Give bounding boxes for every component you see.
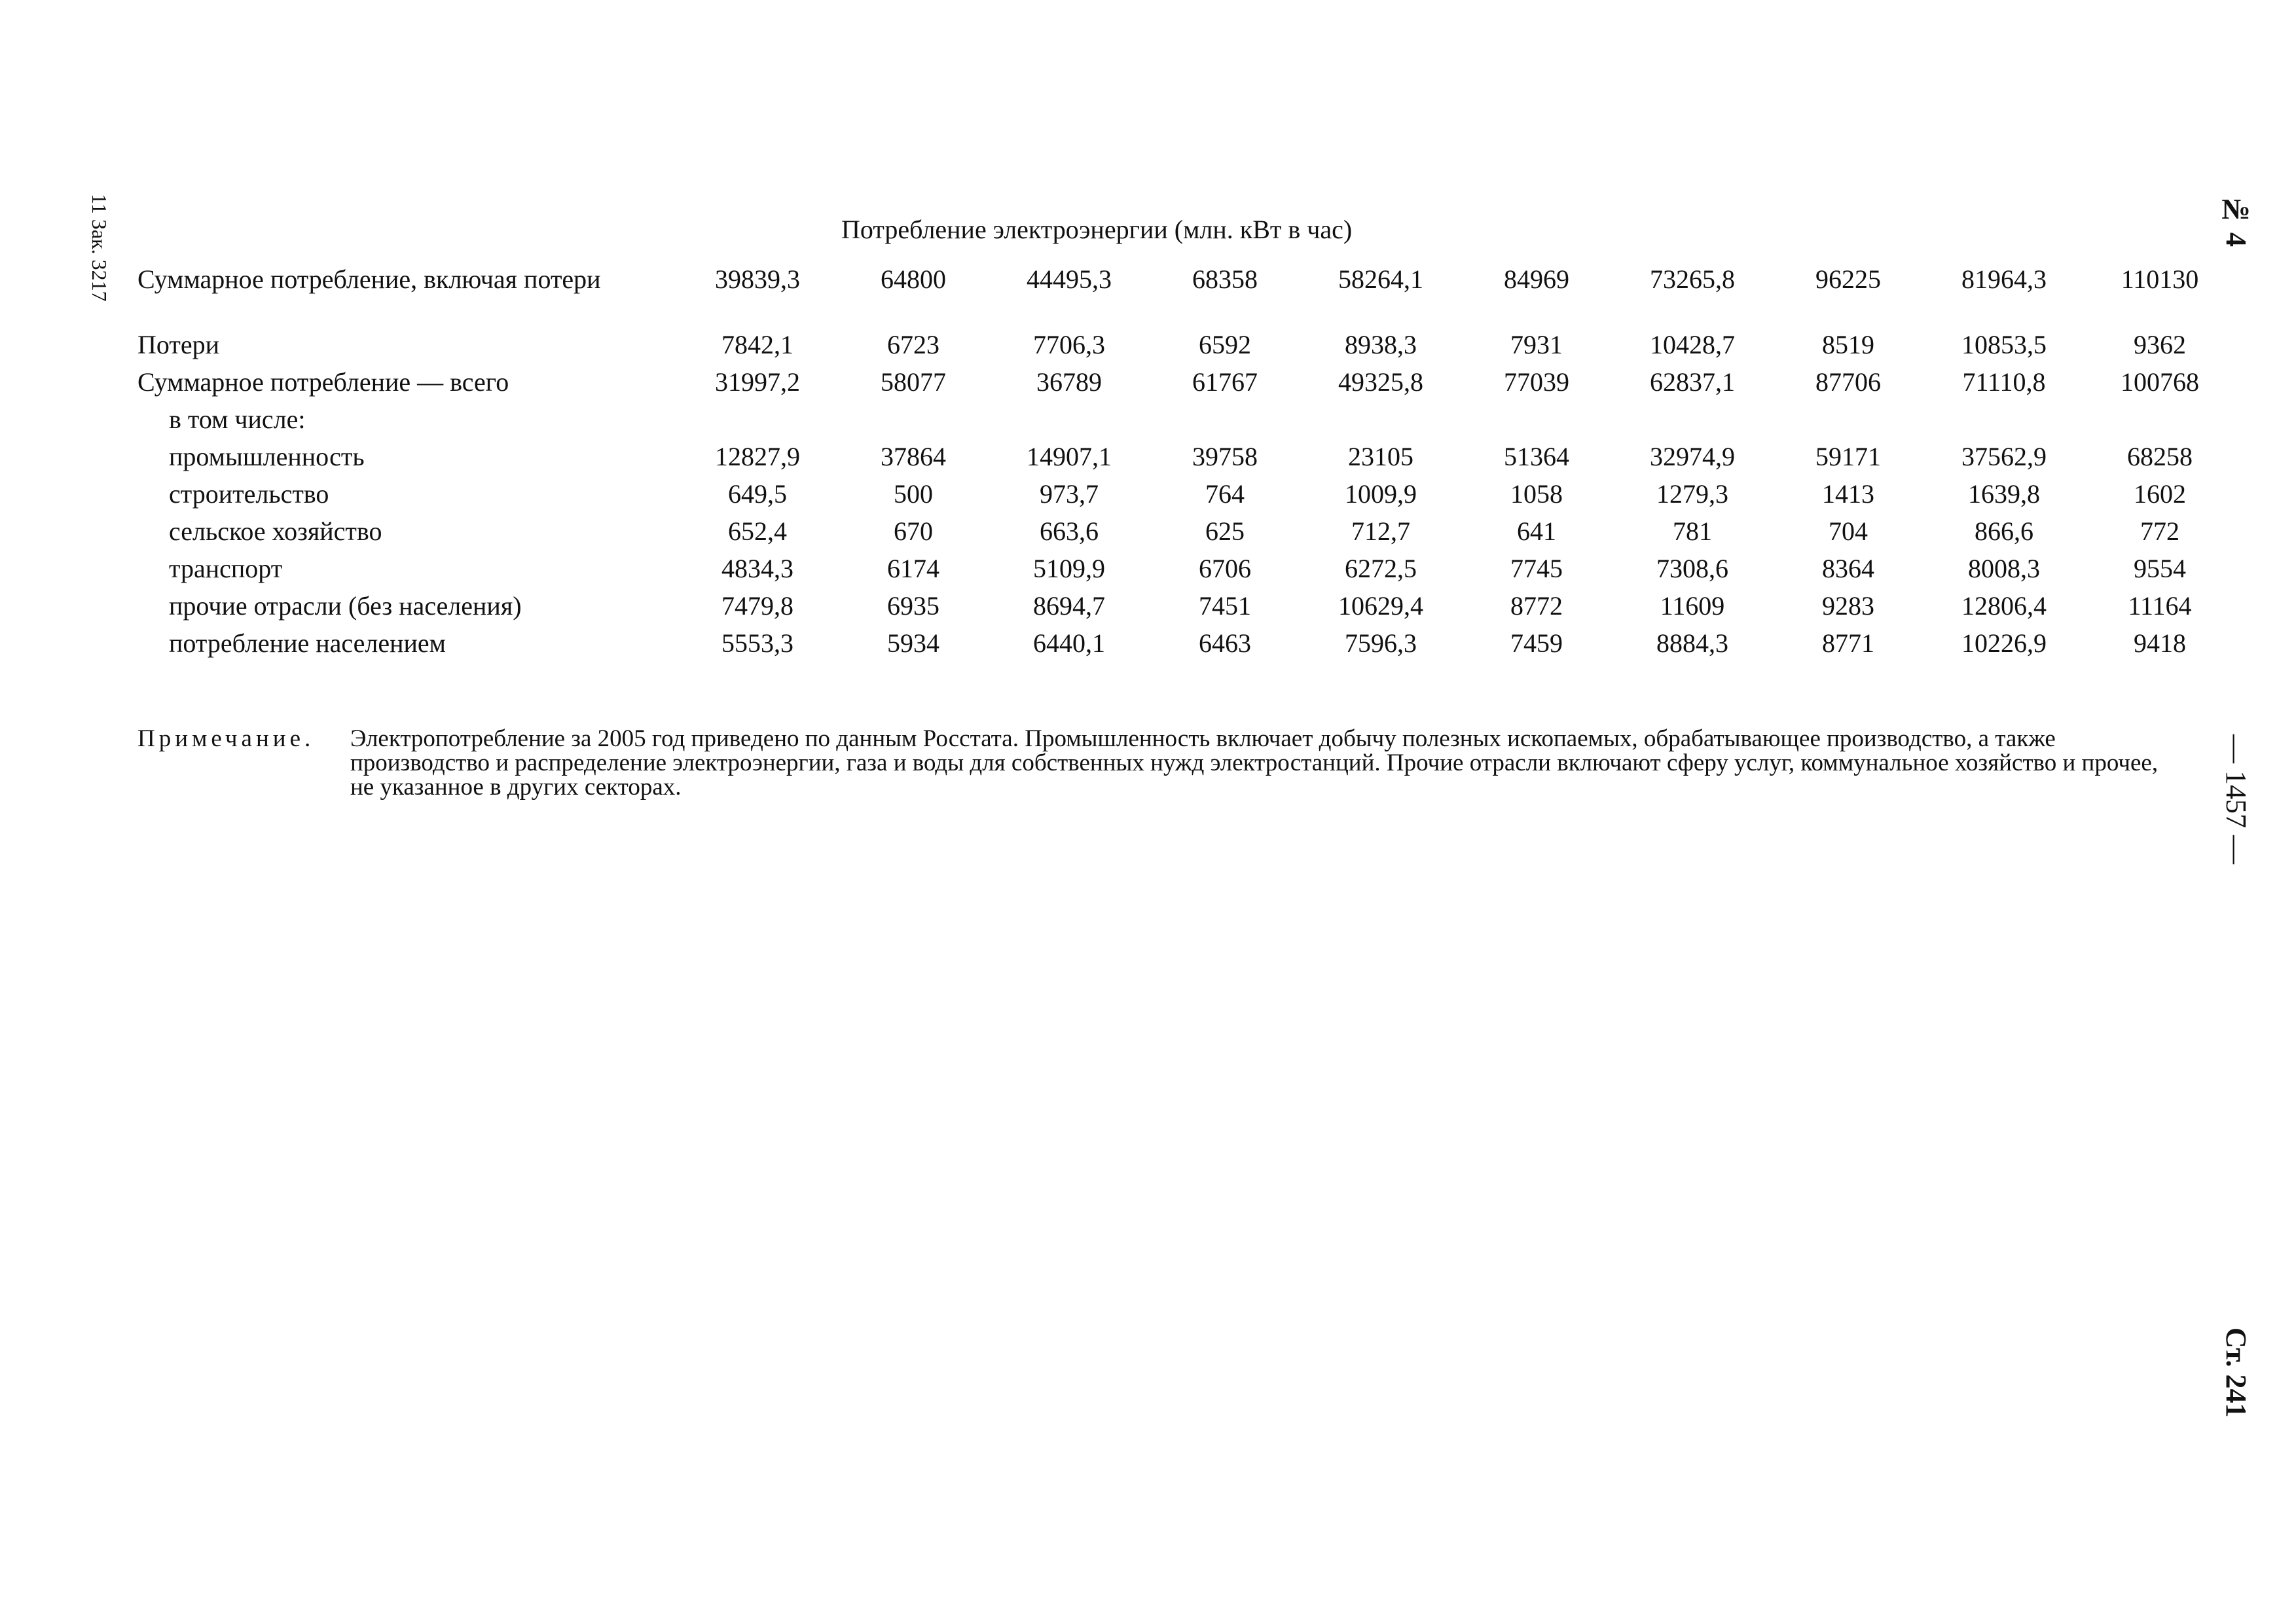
table-cell: 8771 <box>1822 628 1874 658</box>
table-cell: 12806,4 <box>1961 591 2047 621</box>
table-cell: 8519 <box>1822 330 1874 359</box>
table-cell: 61767 <box>1192 367 1258 397</box>
table-cell: 9418 <box>2134 628 2186 658</box>
row-label: сельское хозяйство <box>169 516 382 546</box>
table-cell: 84969 <box>1504 264 1569 294</box>
table-cell: 6440,1 <box>1033 628 1105 658</box>
table-cell <box>1459 405 1614 442</box>
table-cell: 7451 <box>1199 591 1251 621</box>
table-cell: 96225 <box>1815 264 1881 294</box>
table-cell: 58264,1 <box>1338 264 1423 294</box>
table-cell: 1058 <box>1510 479 1563 509</box>
table-cell: 51364 <box>1504 442 1569 471</box>
table-cell: 31997,2 <box>715 367 800 397</box>
table-cell: 100768 <box>2121 367 2199 397</box>
table-cell: 5553,3 <box>721 628 793 658</box>
row-label: прочие отрасли (без населения) <box>169 591 522 621</box>
row-label: строительство <box>169 479 329 509</box>
table-cell: 39758 <box>1192 442 1258 471</box>
table-cell: 7479,8 <box>721 591 793 621</box>
table-cell: 9554 <box>2134 554 2186 583</box>
table-cell: 1602 <box>2134 479 2186 509</box>
table-row <box>137 480 2238 517</box>
table-cell: 7745 <box>1510 554 1563 583</box>
table-cell: 641 <box>1517 516 1556 546</box>
table-cell <box>1770 405 1926 442</box>
table-cell: 8364 <box>1822 554 1874 583</box>
table-cell: 704 <box>1829 516 1868 546</box>
table-cell: 37864 <box>881 442 946 471</box>
table-cell: 68258 <box>2127 442 2193 471</box>
row-label: Суммарное потребление — всего <box>137 367 509 397</box>
table-row <box>137 331 2238 368</box>
table-cell <box>1926 405 2082 442</box>
table-row <box>137 629 2238 666</box>
table-cell: 6592 <box>1199 330 1251 359</box>
table-cell <box>2082 405 2238 442</box>
table-cell: 14907,1 <box>1027 442 1112 471</box>
table-cell: 71110,8 <box>1962 367 2046 397</box>
table-cell: 7459 <box>1510 628 1563 658</box>
table-cell: 1639,8 <box>1968 479 2040 509</box>
table-cell: 7842,1 <box>721 330 793 359</box>
row-label: Суммарное потребление, включая потери <box>137 264 601 294</box>
table-cell <box>680 405 835 442</box>
table-row <box>137 265 2238 331</box>
table-cell: 1413 <box>1822 479 1874 509</box>
table-row <box>137 368 2238 405</box>
table-cell: 670 <box>894 516 933 546</box>
table-cell: 6935 <box>887 591 939 621</box>
table-cell: 7596,3 <box>1345 628 1417 658</box>
table-cell: 6723 <box>887 330 939 359</box>
table-cell: 68358 <box>1192 264 1258 294</box>
table-cell: 6272,5 <box>1345 554 1417 583</box>
table-cell: 23105 <box>1348 442 1413 471</box>
table-cell: 77039 <box>1504 367 1569 397</box>
page-number: — 1457 — <box>2220 734 2252 864</box>
row-label: транспорт <box>169 554 283 583</box>
table-cell: 10226,9 <box>1961 628 2047 658</box>
table-row <box>137 405 2238 442</box>
table-cell: 39839,3 <box>715 264 800 294</box>
table-cell: 62837,1 <box>1650 367 1735 397</box>
table-title: Потребление электроэнергии (млн. кВт в час) <box>841 215 1353 244</box>
table-cell: 8938,3 <box>1345 330 1417 359</box>
table-cell: 772 <box>2140 516 2179 546</box>
table-cell: 6706 <box>1199 554 1251 583</box>
table-cell: 649,5 <box>728 479 787 509</box>
row-label: промышленность <box>169 442 365 471</box>
table-cell: 7931 <box>1510 330 1563 359</box>
table-cell: 37562,9 <box>1961 442 2047 471</box>
table-cell: 10853,5 <box>1961 330 2047 359</box>
table-cell: 87706 <box>1815 367 1881 397</box>
table-cell: 764 <box>1205 479 1245 509</box>
margin-order-note: 11 Зак. 3217 <box>88 194 111 302</box>
table-cell: 625 <box>1205 516 1245 546</box>
table-cell: 10428,7 <box>1650 330 1735 359</box>
table-cell: 9283 <box>1822 591 1874 621</box>
table-cell: 9362 <box>2134 330 2186 359</box>
table-cell: 973,7 <box>1040 479 1099 509</box>
table-cell: 652,4 <box>728 516 787 546</box>
table-cell: 712,7 <box>1351 516 1410 546</box>
table-cell: 49325,8 <box>1338 367 1423 397</box>
table-cell <box>1303 405 1459 442</box>
table-cell: 4834,3 <box>721 554 793 583</box>
table-cell <box>1614 405 1770 442</box>
footnote-text: Электропотребление за 2005 год приведено по данным Росстата. Промышленность включает добычу полезных ископаемых, обрабатывающее производство, а также производство и распределение электроэнергии, газа и воды для собственных нужд электростанций. Прочие отрасли включают сферу услуг, коммунальное хозяйство и прочее, не указанное в других секторах. <box>350 725 2159 801</box>
row-label: Потери <box>137 330 219 359</box>
table-cell: 5934 <box>887 628 939 658</box>
table-cell: 12827,9 <box>715 442 800 471</box>
table-cell: 6463 <box>1199 628 1251 658</box>
consumption-table <box>137 265 2238 666</box>
table-cell: 64800 <box>881 264 946 294</box>
footnote-label: Примечание. <box>137 725 315 752</box>
table-cell: 8008,3 <box>1968 554 2040 583</box>
table-cell <box>835 405 991 442</box>
table-row <box>137 592 2238 629</box>
table-cell: 59171 <box>1815 442 1881 471</box>
table-cell: 110130 <box>2121 264 2199 294</box>
table-cell: 81964,3 <box>1961 264 2047 294</box>
table-cell: 1009,9 <box>1345 479 1417 509</box>
table-cell <box>1147 405 1303 442</box>
table-cell: 10629,4 <box>1338 591 1423 621</box>
table-cell: 5109,9 <box>1033 554 1105 583</box>
article-page: Ст. 241 <box>2220 1327 2252 1418</box>
table-cell: 58077 <box>881 367 946 397</box>
table-cell: 11609 <box>1660 591 1725 621</box>
table-cell: 6174 <box>887 554 939 583</box>
table-cell: 1279,3 <box>1656 479 1728 509</box>
row-label: в том числе: <box>169 405 306 434</box>
table-cell: 663,6 <box>1040 516 1099 546</box>
table-cell: 500 <box>894 479 933 509</box>
table-cell: 8694,7 <box>1033 591 1105 621</box>
table-row <box>137 554 2238 592</box>
table-cell: 11164 <box>2128 591 2192 621</box>
table-cell: 36789 <box>1036 367 1102 397</box>
issue-number: № 4 <box>2220 193 2252 247</box>
row-label: потребление населением <box>169 628 446 658</box>
table-cell: 7308,6 <box>1656 554 1728 583</box>
table-cell <box>991 405 1147 442</box>
table-cell: 866,6 <box>1975 516 2033 546</box>
table-cell: 44495,3 <box>1027 264 1112 294</box>
table-row <box>137 442 2238 480</box>
table-cell: 8884,3 <box>1656 628 1728 658</box>
table-row <box>137 517 2238 554</box>
table-cell: 32974,9 <box>1650 442 1735 471</box>
footnote <box>137 727 2180 799</box>
table-cell: 7706,3 <box>1033 330 1105 359</box>
table-cell: 73265,8 <box>1650 264 1735 294</box>
table-cell: 781 <box>1673 516 1712 546</box>
table-cell: 8772 <box>1510 591 1563 621</box>
